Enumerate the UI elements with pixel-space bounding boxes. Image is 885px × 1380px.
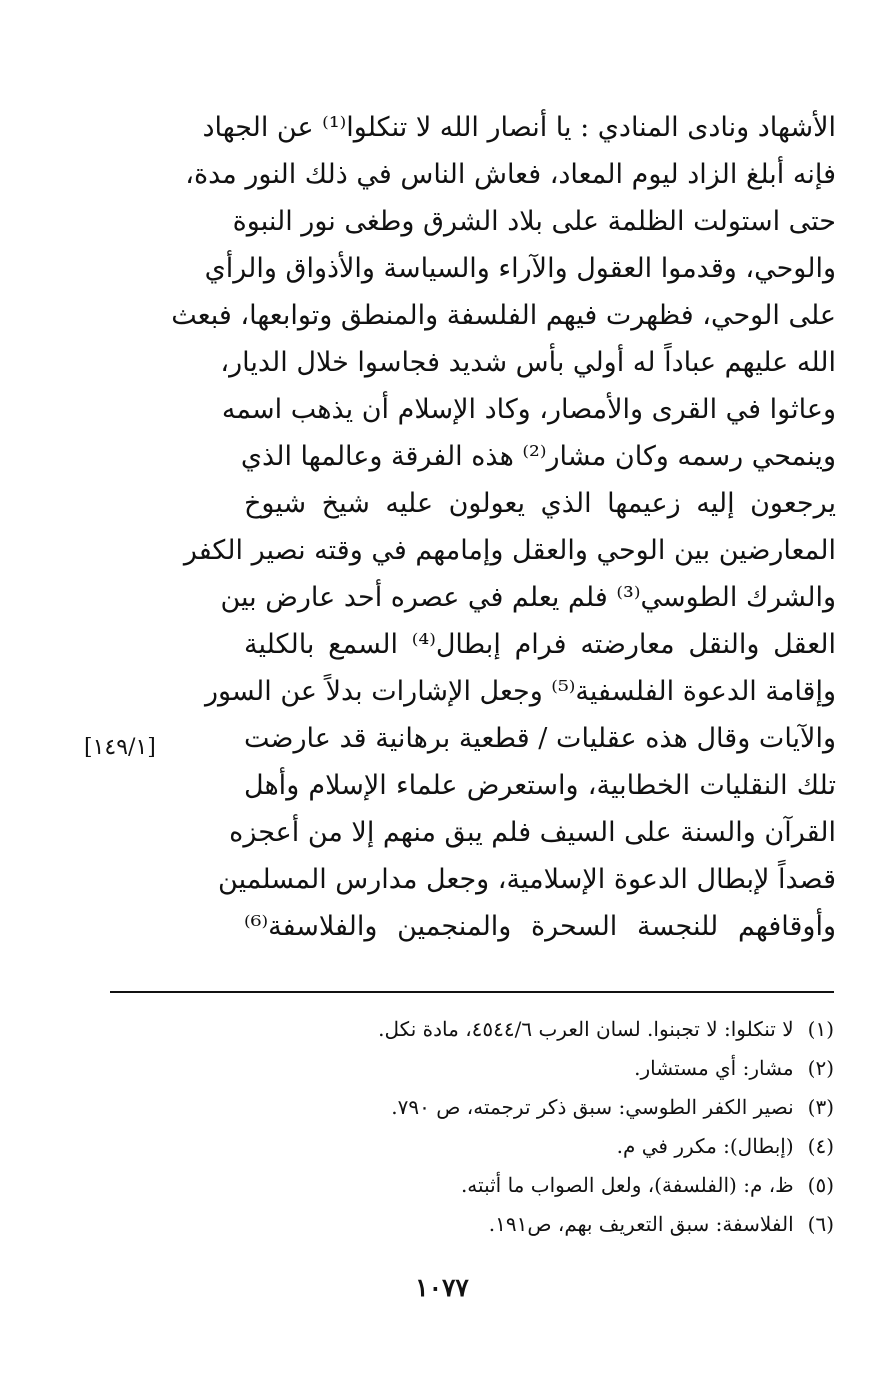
footnotes bbox=[200, 1010, 834, 1244]
text-line: يرجعون إليه زعيمها الذي يعولون عليه شيخ شيوخ bbox=[244, 488, 836, 519]
footnote-text: مشار: أي مستشار. bbox=[634, 1056, 794, 1080]
text-line: الأشهاد ونادى المنادي : يا أنصار الله لا تنكلوا⁽¹⁾ عن الجهاد bbox=[202, 112, 836, 143]
footnote-item bbox=[200, 1049, 834, 1088]
footnote-number: (١) bbox=[807, 1017, 834, 1041]
footnote-item bbox=[200, 1088, 834, 1127]
footnote-text: ظ، م: (الفلسفة)، ولعل الصواب ما أثبته. bbox=[460, 1173, 794, 1197]
text-line: وإقامة الدعوة الفلسفية⁽⁵⁾ وجعل الإشارات بدلاً عن السور bbox=[204, 676, 836, 707]
text-line: والوحي، وقدموا العقول والآراء والسياسة والأذواق والرأي bbox=[204, 253, 836, 284]
footnote-text: الفلاسفة: سبق التعريف بهم، ص١٩١. bbox=[488, 1212, 794, 1236]
text-line: على الوحي، فظهرت فيهم الفلسفة والمنطق وتوابعها، فبعث bbox=[171, 300, 836, 331]
text-line: والآيات وقال هذه عقليات / قطعية برهانية قد عارضت bbox=[244, 723, 836, 754]
footnote-item bbox=[200, 1010, 834, 1049]
text-line: الله عليهم عباداً له أولي بأس شديد فجاسوا خلال الديار، bbox=[220, 347, 836, 378]
footnote-separator bbox=[110, 991, 834, 993]
text-line: والشرك الطوسي⁽³⁾ فلم يعلم في عصره أحد عارض بين bbox=[220, 582, 836, 613]
footnote-text: نصير الكفر الطوسي: سبق ذكر ترجمته، ص ٧٩٠. bbox=[391, 1095, 794, 1119]
text-line: العقل والنقل معارضته فرام إبطال⁽⁴⁾ السمع بالكلية bbox=[244, 629, 836, 660]
text-line: حتى استولت الظلمة على بلاد الشرق وطغى نور النبوة bbox=[232, 206, 836, 237]
main-text bbox=[171, 104, 836, 950]
text-line: وينمحي رسمه وكان مشار⁽²⁾ هذه الفرقة وعالمها الذي bbox=[240, 441, 836, 472]
text-line: قصداً لإبطال الدعوة الإسلامية، وجعل مدارس المسلمين bbox=[218, 864, 836, 895]
page-number: ١٠٧٧ bbox=[415, 1273, 469, 1302]
footnote-item bbox=[200, 1166, 834, 1205]
footnote-number: (٥) bbox=[807, 1173, 834, 1197]
text-line: وعاثوا في القرى والأمصار، وكاد الإسلام أن يذهب اسمه bbox=[221, 394, 836, 425]
margin-page-reference: [١٤٩/١] bbox=[84, 735, 156, 760]
text-line: المعارضين بين الوحي والعقل وإمامهم في وقته نصير الكفر bbox=[183, 535, 836, 566]
text-line: فإنه أبلغ الزاد ليوم المعاد، فعاش الناس في ذلك النور مدة، bbox=[185, 159, 836, 190]
footnote-number: (٦) bbox=[807, 1212, 834, 1236]
footnote-number: (٤) bbox=[807, 1134, 834, 1158]
footnote-text: لا تنكلوا: لا تجبنوا. لسان العرب ٤٥٤٤/٦، مادة نكل. bbox=[378, 1017, 794, 1041]
footnote-text: (إبطال): مكرر في م. bbox=[616, 1134, 794, 1158]
text-line: وأوقافهم للنجسة السحرة والمنجمين والفلاسفة⁽⁶⁾ bbox=[244, 911, 836, 942]
footnote-item bbox=[200, 1205, 834, 1244]
text-line: القرآن والسنة على السيف فلم يبق منهم إلا من أعجزه bbox=[229, 817, 836, 848]
text-line: تلك النقليات الخطابية، واستعرض علماء الإسلام وأهل bbox=[244, 770, 836, 801]
footnote-number: (٣) bbox=[807, 1095, 834, 1119]
footnote-number: (٢) bbox=[807, 1056, 834, 1080]
footnote-item bbox=[200, 1127, 834, 1166]
